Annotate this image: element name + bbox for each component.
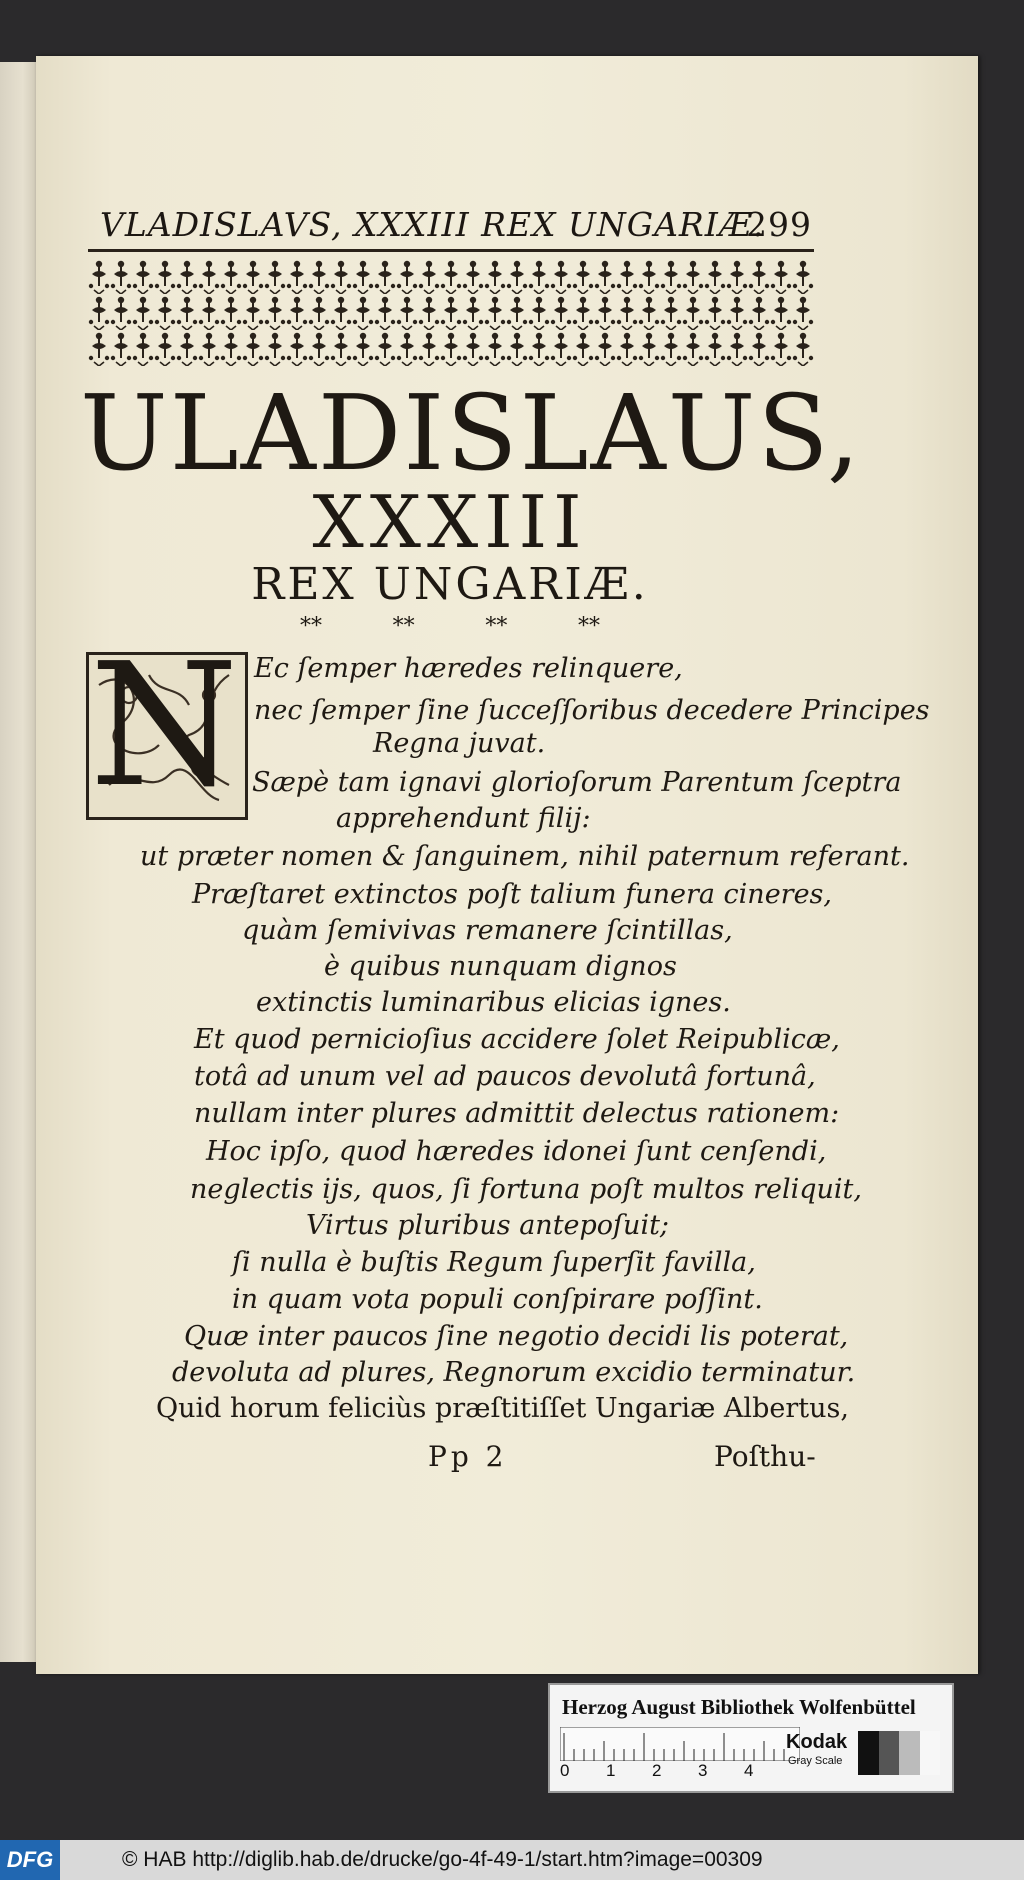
star-group: ** [485, 614, 508, 639]
text-line: Præſtaret extinctos poſt talium funera cineres, [192, 879, 832, 910]
text-line: nec ſemper ſine ſucceſſoribus decedere Principes [254, 695, 930, 726]
text-line: extinctis luminaribus elicias ignes. [256, 987, 731, 1018]
text-line: Hoc ipſo, quod hæredes idonei ſunt cenſendi, [206, 1136, 827, 1167]
text-line: in quam vota populi conſpirare poſſint. [232, 1284, 763, 1315]
text-line: Ec ſemper hæredes relinquere, [254, 653, 683, 684]
text-line: Et quod pernicioſius accidere ſolet Reipublicæ, [194, 1024, 840, 1055]
swatch-dark [879, 1731, 900, 1775]
library-name: Herzog August Bibliothek Wolfenbüttel [562, 1695, 916, 1719]
swatch-white [920, 1731, 941, 1775]
text-line: totâ ad unum vel ad paucos devolutâ fortunâ, [194, 1061, 816, 1092]
library-color-bar [548, 1683, 954, 1793]
text-line: neglectis ijs, quos, ſi fortuna poſt multos reliquit, [190, 1174, 862, 1205]
decorated-initial [86, 627, 248, 825]
star-group: ** [577, 614, 600, 639]
text-line: Quid horum feliciùs præſtitiſſet Ungariæ Albertus, [156, 1393, 849, 1424]
text-line: Quæ inter paucos ſine negotio decidi lis poterat, [184, 1321, 849, 1352]
dfg-logo[interactable]: DFG [0, 1840, 60, 1880]
kodak-label: Kodak [786, 1731, 848, 1753]
swatch-black [858, 1731, 879, 1775]
gray-swatches [858, 1731, 940, 1775]
chapter-number: XXXIII [312, 480, 588, 564]
star-group: ** [300, 614, 322, 639]
swatch-light [899, 1731, 920, 1775]
ornament-band [88, 258, 814, 366]
grayscale-label: Gray Scale [788, 1755, 843, 1767]
copyright-link[interactable]: © HAB http://diglib.hab.de/drucke/go-4f-49-1/start.htm?image=00309 [122, 1848, 763, 1871]
previous-page-edge [0, 62, 38, 1662]
text-line: nullam inter plures admittit delectus rationem: [194, 1098, 840, 1129]
text-line: ſi nulla è buſtis Regum ſuperſit favilla, [232, 1247, 756, 1278]
ruler-scale [560, 1727, 800, 1761]
ruler-number: 0 [560, 1761, 570, 1780]
text-line: Virtus pluribus antepoſuit; [306, 1210, 670, 1241]
catchword: Poſthu- [714, 1440, 816, 1473]
text-line: quàm ſemivivas remanere ſcintillas, [242, 915, 733, 946]
chapter-subtitle: REX UNGARIÆ. [251, 559, 649, 610]
text-line: apprehendunt filij: [336, 803, 591, 834]
signature-mark: Pp 2 [428, 1440, 508, 1473]
ruler-number: 1 [606, 1761, 616, 1780]
star-divider [300, 614, 600, 644]
text-line: è quibus nunquam dignos [324, 951, 677, 982]
ruler-numbers [560, 1761, 800, 1783]
running-head-title: VLADISLAVS, XXXIII REX UNGARIÆ. [100, 205, 765, 244]
ruler-number: 4 [744, 1761, 754, 1780]
star-group: ** [392, 614, 415, 639]
status-bar [0, 1840, 1024, 1880]
text-line: ut præter nomen & ſanguinem, nihil paternum referant. [140, 841, 910, 872]
page-number: 299 [746, 205, 812, 244]
text-line: Sæpè tam ignavi glorioſorum Parentum ſceptra [252, 767, 902, 798]
ruler-number: 3 [698, 1761, 708, 1780]
running-head [100, 205, 812, 249]
head-rule [88, 249, 814, 252]
chapter-title: ULADISLAUS, [80, 372, 862, 494]
initial-letter: N [89, 627, 239, 825]
text-line: devoluta ad plures, Regnorum excidio terminatur. [172, 1357, 856, 1388]
text-line: Regna juvat. [373, 728, 546, 759]
ruler-number: 2 [652, 1761, 662, 1780]
